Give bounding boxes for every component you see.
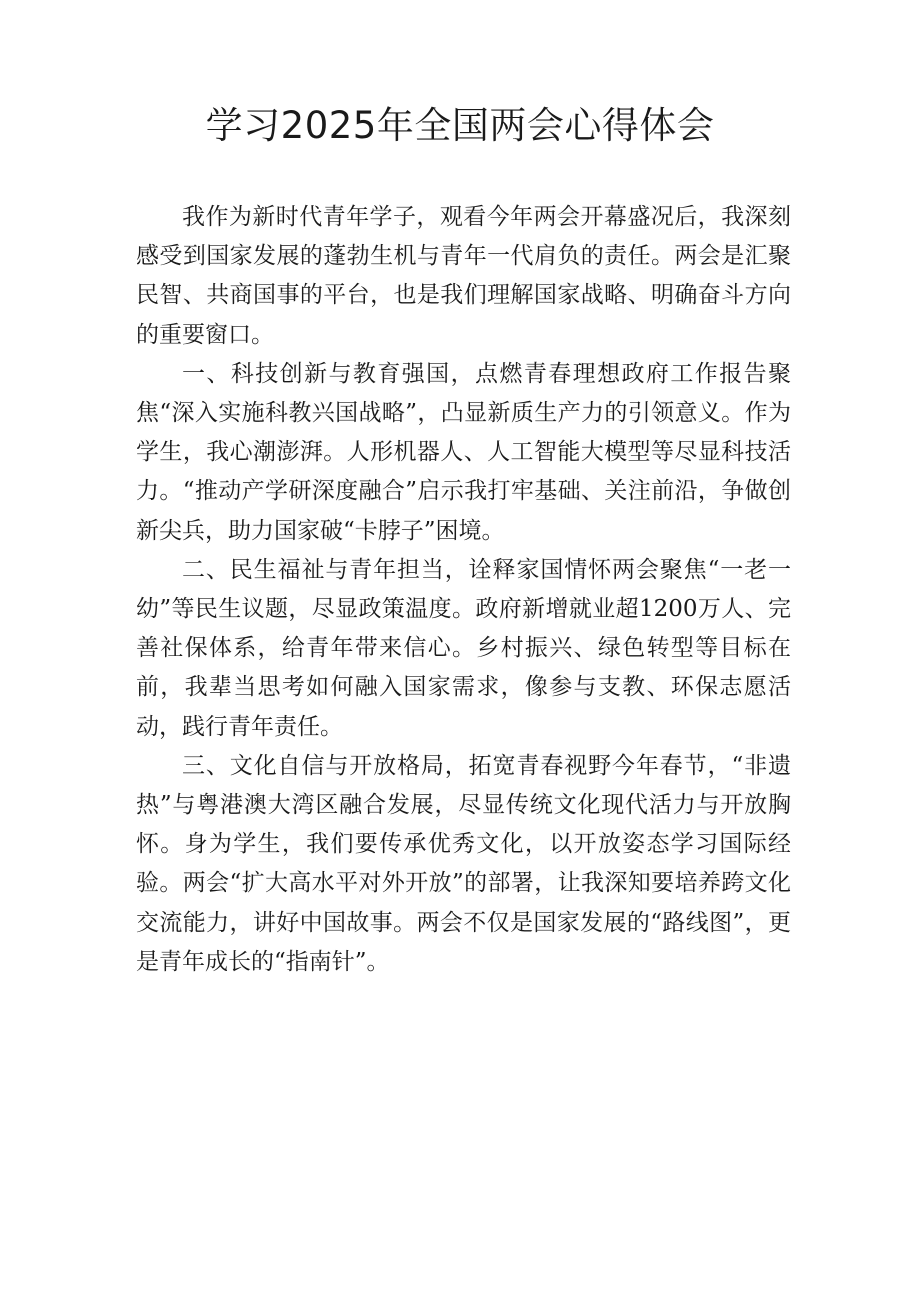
paragraph-intro: 我作为新时代青年学子，观看今年两会开幕盛况后，我深刻感受到国家发展的蓬勃生机与青年一代肩负的责任。两会是汇聚民智、共商国事的平台，也是我们理解国家战略、明确奋斗方向的重要窗口。 — [136, 204, 791, 348]
document-title: 学习2025年全国两会心得体会 — [205, 104, 715, 147]
document-body — [136, 198, 791, 982]
paragraph-section-three: 三、文化自信与开放格局，拓宽青春视野今年春节，“非遗热”与粤港澳大湾区融合发展，尽显传统文化现代活力与开放胸怀。身为学生，我们要传承优秀文化，以开放姿态学习国际经验。两会“扩大高水平对外开放”的部署，让我深知要培养跨文化交流能力，讲好中国故事。两会不仅是国家发展的“路线图”，更是青年成长的“指南针”。 — [136, 752, 791, 975]
paragraph-section-one: 一、科技创新与教育强国，点燃青春理想政府工作报告聚焦“深入实施科教兴国战略”，凸显新质生产力的引领意义。作为学生，我心潮澎湃。人形机器人、人工智能大模型等尽显科技活力。“推动产学研深度融合”启示我打牢基础、关注前沿，争做创新尖兵，助力国家破“卡脖子”困境。 — [136, 360, 791, 544]
paragraph-section-two: 二、民生福祉与青年担当，诠释家国情怀两会聚焦“一老一幼”等民生议题，尽显政策温度。政府新增就业超1200万人、完善社保体系，给青年带来信心。乡村振兴、绿色转型等目标在前，我辈当思考如何融入国家需求，像参与支教、环保志愿活动，践行青年责任。 — [136, 556, 791, 740]
